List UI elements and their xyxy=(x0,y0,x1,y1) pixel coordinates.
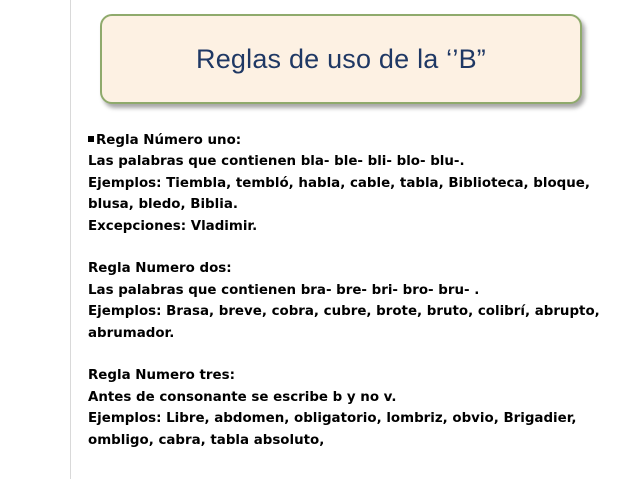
rule-3-line: ombligo, cabra, tabla absoluto, xyxy=(88,432,325,448)
rule-3-line: Antes de consonante se escribe b y no v. xyxy=(88,389,397,405)
spacer xyxy=(88,237,628,258)
rule-2-line: Ejemplos: Brasa, breve, cobra, cubre, brote, bruto, colibrí, abrupto, xyxy=(88,304,600,320)
rule-2-heading: Regla Numero dos: xyxy=(88,261,232,277)
title-box xyxy=(100,14,582,104)
rule-3-line: Ejemplos: Libre, abdomen, obligatorio, lombriz, obvio, Brigadier, xyxy=(88,411,577,427)
spacer xyxy=(88,344,628,365)
rule-1-line: Ejemplos: Tiembla, tembló, habla, cable, tabla, Biblioteca, bloque, xyxy=(88,175,590,191)
rule-2-line: abrumador. xyxy=(88,325,175,341)
slide-title: Reglas de uso de la ‘’B” xyxy=(196,43,486,74)
rules-content xyxy=(88,130,628,451)
rule-1-heading: Regla Número uno: xyxy=(88,130,628,151)
rule-2-line: Las palabras que contienen bra- bre- bri- bro- bru- . xyxy=(88,282,480,298)
rule-1-line: Las palabras que contienen bla- ble- bli- blo- blu-. xyxy=(88,154,465,170)
rule-3-heading: Regla Numero tres: xyxy=(88,368,235,384)
rule-1-line: blusa, bledo, Biblia. xyxy=(88,197,238,213)
rule-1-line: Excepciones: Vladimir. xyxy=(88,218,258,234)
square-bullet-icon xyxy=(88,136,94,142)
